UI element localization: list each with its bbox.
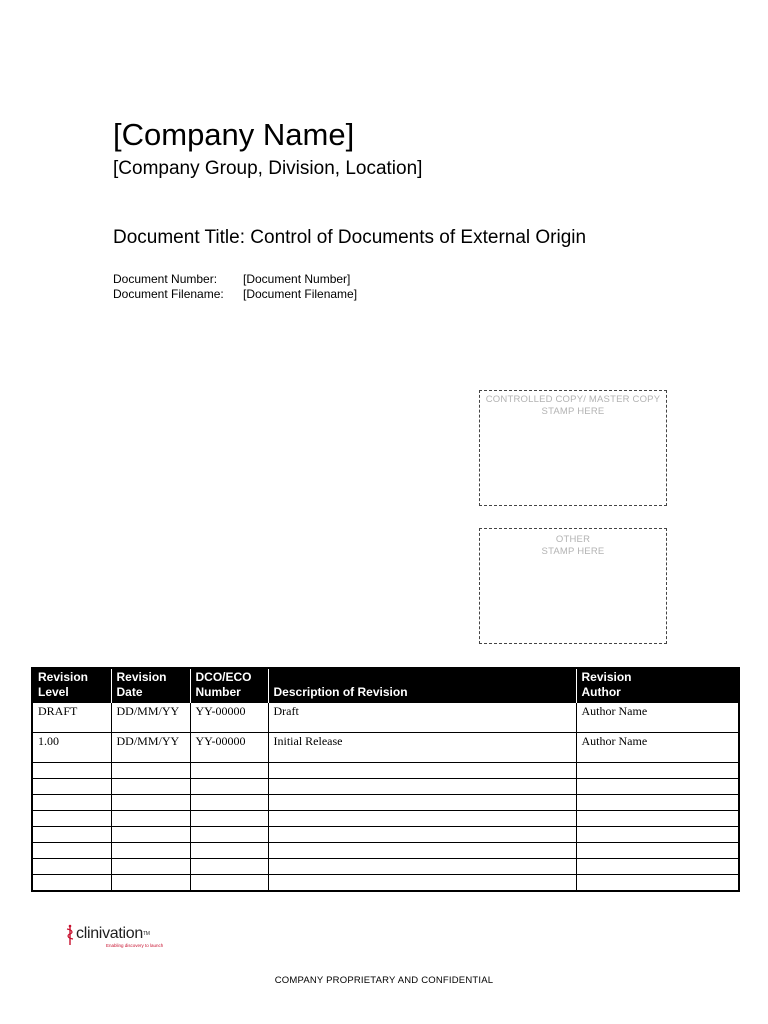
header-dco-eco-number: DCO/ECO Number — [190, 668, 268, 703]
revision-table-header — [32, 668, 739, 703]
cell-dco[interactable] — [190, 859, 268, 875]
cell-level[interactable] — [32, 795, 111, 811]
cell-date[interactable] — [111, 811, 190, 827]
company-group: [Company Group, Division, Location] — [113, 158, 423, 179]
document-filename-row — [113, 287, 357, 302]
cell-author[interactable] — [576, 763, 739, 779]
header-revision-level: Revision Level — [32, 668, 111, 703]
cell-description[interactable] — [268, 779, 576, 795]
document-filename-label: Document Filename: — [113, 287, 224, 301]
document-meta — [113, 272, 357, 302]
controlled-copy-stamp-line1: CONTROLLED COPY/ MASTER COPY — [485, 394, 661, 405]
controlled-copy-stamp-line2: STAMP HERE — [541, 406, 605, 417]
cell-level[interactable]: 1.00 — [32, 733, 111, 763]
cell-date[interactable] — [111, 875, 190, 892]
cell-author[interactable] — [576, 811, 739, 827]
cell-dco[interactable] — [190, 843, 268, 859]
other-stamp-box — [479, 528, 667, 644]
cell-dco[interactable]: YY-00000 — [190, 703, 268, 733]
cell-date[interactable] — [111, 843, 190, 859]
cell-date[interactable] — [111, 859, 190, 875]
cell-level[interactable] — [32, 843, 111, 859]
cell-date[interactable] — [111, 795, 190, 811]
empty-table-row — [32, 763, 739, 779]
cell-level[interactable] — [32, 875, 111, 892]
other-stamp-line1: OTHER — [555, 534, 591, 545]
document-title: Document Title: Control of Documents of External Origin — [113, 227, 587, 248]
revision-table — [31, 667, 740, 892]
empty-table-row — [32, 795, 739, 811]
cell-author[interactable] — [576, 875, 739, 892]
cell-description[interactable]: Initial Release — [268, 733, 576, 763]
document-filename-value: [Document Filename] — [243, 287, 358, 301]
empty-table-row — [32, 859, 739, 875]
company-name: [Company Name] — [113, 117, 355, 152]
cell-dco[interactable] — [190, 763, 268, 779]
cell-dco[interactable] — [190, 827, 268, 843]
cell-dco[interactable] — [190, 779, 268, 795]
cell-date[interactable]: DD/MM/YY — [111, 733, 190, 763]
cell-description[interactable] — [268, 827, 576, 843]
cell-date[interactable] — [111, 763, 190, 779]
cell-author[interactable] — [576, 859, 739, 875]
cell-dco[interactable] — [190, 875, 268, 892]
document-number-row — [113, 272, 357, 287]
empty-table-row — [32, 827, 739, 843]
cell-description[interactable] — [268, 763, 576, 779]
empty-table-row — [32, 875, 739, 892]
header-revision-author: Revision Author — [576, 668, 739, 703]
logo-wordmark: clinivation™ — [76, 925, 150, 942]
cell-level[interactable] — [32, 763, 111, 779]
header-revision-date: Revision Date — [111, 668, 190, 703]
other-stamp-line2: STAMP HERE — [541, 546, 605, 557]
cell-author[interactable] — [576, 779, 739, 795]
cell-level[interactable] — [32, 859, 111, 875]
cell-description[interactable] — [268, 859, 576, 875]
cell-author[interactable] — [576, 795, 739, 811]
cell-author[interactable] — [576, 843, 739, 859]
cell-date[interactable] — [111, 779, 190, 795]
header-description: Description of Revision — [268, 668, 576, 703]
cell-level[interactable] — [32, 811, 111, 827]
cell-dco[interactable] — [190, 811, 268, 827]
empty-table-row — [32, 779, 739, 795]
logo-tagline: Enabling discovery to launch — [106, 943, 164, 948]
empty-table-row — [32, 811, 739, 827]
cell-dco[interactable]: YY-00000 — [190, 733, 268, 763]
footer-confidentiality: COMPANY PROPRIETARY AND CONFIDENTIAL — [274, 975, 494, 986]
table-row — [32, 703, 739, 733]
empty-table-row — [32, 843, 739, 859]
cell-author[interactable]: Author Name — [576, 703, 739, 733]
cell-description[interactable]: Draft — [268, 703, 576, 733]
cell-level[interactable] — [32, 779, 111, 795]
cell-description[interactable] — [268, 795, 576, 811]
document-number-value: [Document Number] — [243, 272, 351, 286]
controlled-copy-stamp-box — [479, 390, 667, 506]
cell-author[interactable]: Author Name — [576, 733, 739, 763]
logo-trademark: TM — [142, 931, 150, 937]
cell-dco[interactable] — [190, 795, 268, 811]
cell-level[interactable]: DRAFT — [32, 703, 111, 733]
cell-level[interactable] — [32, 827, 111, 843]
cell-date[interactable]: DD/MM/YY — [111, 703, 190, 733]
clinivation-logo — [66, 924, 186, 950]
cell-description[interactable] — [268, 843, 576, 859]
cell-description[interactable] — [268, 875, 576, 892]
cell-author[interactable] — [576, 827, 739, 843]
table-row — [32, 733, 739, 763]
cell-date[interactable] — [111, 827, 190, 843]
document-number-label: Document Number: — [113, 272, 218, 286]
cell-description[interactable] — [268, 811, 576, 827]
